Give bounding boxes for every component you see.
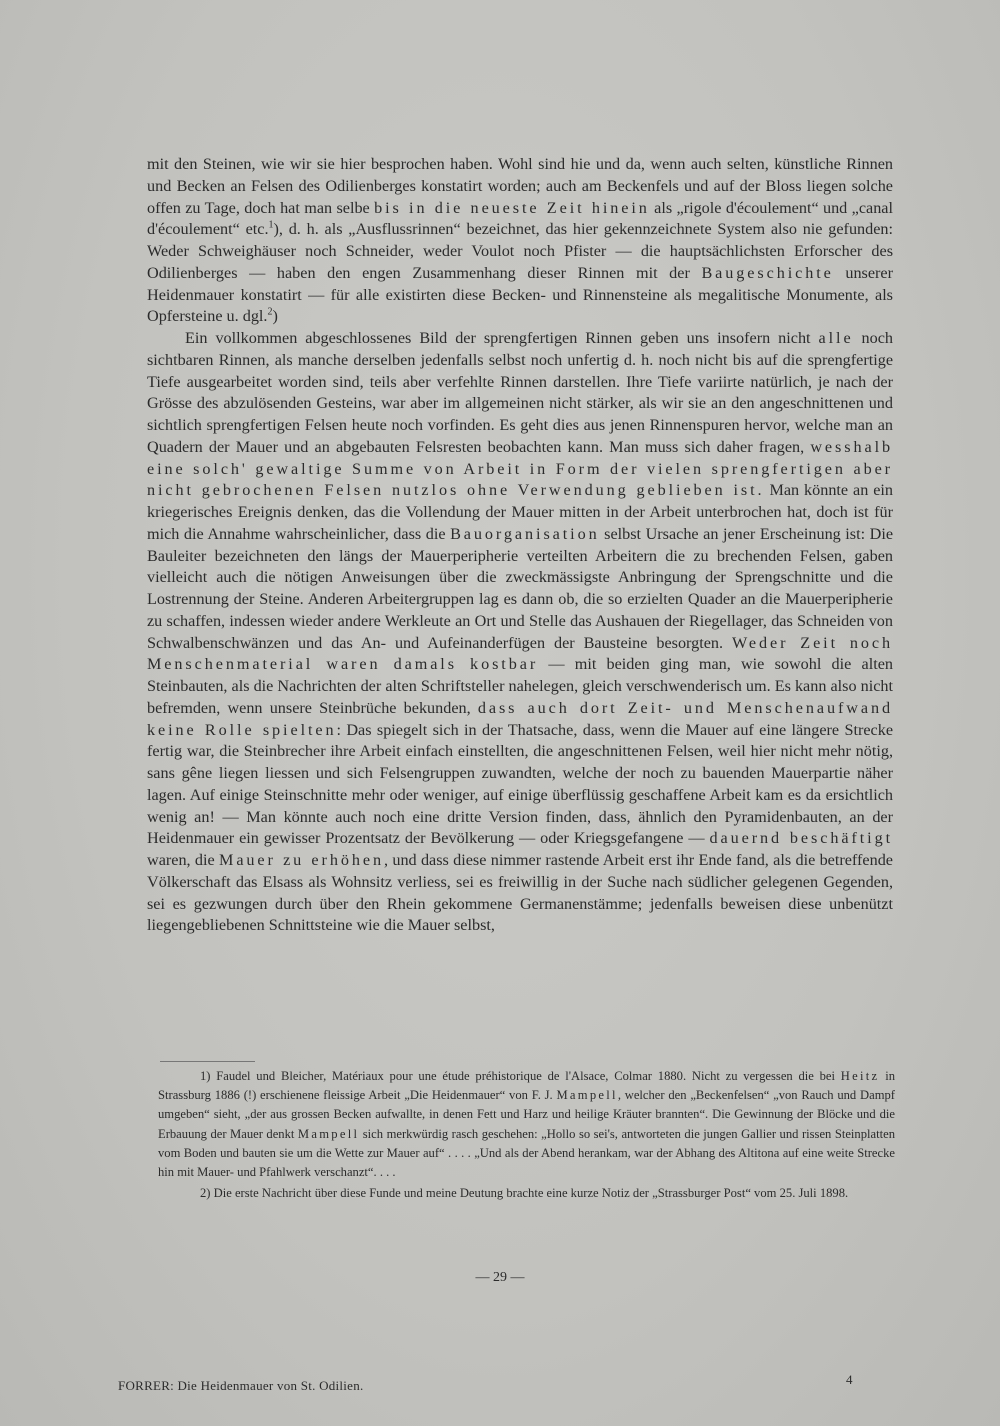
text-run: Man könnte an ein kriegerisches Ereignis denken, das die Vollendung der Mauer mitten in der Arbeit unterbrochen hat, doch ist für mich die Annahme wahrscheinlicher, dass die bbox=[147, 481, 893, 543]
text-run: ) bbox=[272, 307, 278, 326]
page-number: — 29 — bbox=[475, 1270, 525, 1285]
running-footer: FORRER: Die Heidenmauer von St. Odilien. bbox=[118, 1378, 364, 1393]
spaced-emphasis: Weder Zeit noch Menschenmaterial waren damals kostbar bbox=[147, 633, 893, 674]
footnote-ref: 1 bbox=[268, 219, 274, 231]
spaced-emphasis: alle bbox=[818, 329, 854, 347]
text-run: noch sichtbaren Rinnen, als manche derselben jedenfalls selbst noch unfertig d. h. noch nicht bis auf die sprengfertige Tiefe ausgearbeitet worden sind, teils aber verfehlte Rinnen darstellen. Ihre Tiefe variirte natürlich, je nach der Grösse des abzulösenden Gesteins, war aber im allgemeinen nicht stärker, als wir sie an den angeschnittenen und sichtlich sprengfertigen Felsen heute noch vorfinden. Es geht dies aus jenen Rinnenspuren hervor, welche man an Quadern der Mauer und an abgebauten Felsresten beobachten kann. Man muss sich daher fragen, bbox=[147, 329, 893, 456]
footnote-1 bbox=[158, 1067, 895, 1182]
footnote-2: 2) Die erste Nachricht über diese Funde und meine Deutung brachte eine kurze Notiz der „Strassburger Post“ vom 25. Juli 1898. bbox=[200, 1186, 849, 1201]
text-run: als „rigole d'écoulement“ und „canal d'écoulement“ etc. bbox=[147, 198, 893, 239]
text-run: Ein vollkommen abgeschlossenes Bild der sprengfertigen Rinnen geben uns insofern nicht bbox=[185, 329, 819, 347]
text-run: : Das spiegelt sich in der Thatsache, dass, wenn die Mauer auf eine längere Strecke fertig war, die Steinbrecher ihre Arbeit einfach einstellten, die angeschnittenen Felsen, weil hier nicht mehr nötig, sans gêne liegen liessen und sich Felsengruppen zuwandten, welche der noch zu bauenden Mauerpartie näher lagen. Auf einige Steinschnitte mehr oder weniger, auf einige überflüssig geschaffene Arbeit kam es da ersichtlich wenig an! — Man könnte auch noch eine dritte Version finden, dass, ähnlich den Pyramidenbauten, an der Heidenmauer ein gewisser Prozentsatz der Bevölkerung — oder Kriegsgefangene — bbox=[147, 720, 894, 848]
spaced-emphasis: wesshalb eine solch' gewaltige Summe von Arbeit in Form der vielen sprengfertigen aber nicht gebrochenen Felsen nutzlos ohne Verwendung geblieben ist. bbox=[147, 437, 893, 500]
spaced-emphasis: Heitz bbox=[840, 1069, 880, 1083]
text-run: sich merkwürdig rasch geschehen: „Hollo so sei's, antworteten die jungen Gallier und rissen Steinplatten vom Boden und bauten sie um die Wette zur Mauer auf“ . . . . „Und als der Abend herankam, war der Abhang des Altitona auf eine weite Strecke hin mit Mauer- und Pfahlwerk verschanzt“. . . . bbox=[158, 1126, 895, 1180]
spaced-emphasis: dass auch dort Zeit- und Menschenaufwand keine Rolle spielten bbox=[147, 698, 893, 739]
spaced-emphasis: dauernd beschäftigt bbox=[709, 829, 893, 848]
spaced-emphasis: Mampell bbox=[297, 1126, 360, 1141]
paragraph-2 bbox=[147, 328, 893, 937]
text-run: — mit beiden ging man, wie sowohl die alten Steinbauten, als die Nachrichten der alten Schriftsteller nahelegen, gleich verschwenderisch um. Es kann also nicht befremden, wenn unsere Steinbrüche bekunden, bbox=[147, 655, 893, 717]
spaced-emphasis: Mampell bbox=[556, 1088, 618, 1103]
paragraph-1 bbox=[147, 154, 893, 328]
spaced-emphasis: bis in die neueste Zeit hinein bbox=[374, 198, 650, 217]
footnote-ref: 2 bbox=[267, 306, 273, 318]
text-run: ), d. h. als „Ausflussrinnen“ bezeichnet, das hier gekennzeichnete System also nie gefunden: Weder Schweighäuser noch Schneider, weder Voulot noch Pfister — die hauptsächlichsten Erforscher des Odilienberges — haben den engen Zusammenhang dieser Rinnen mit der bbox=[147, 220, 893, 282]
spaced-emphasis: Baugeschichte bbox=[701, 263, 834, 282]
footnotes bbox=[158, 1067, 895, 1203]
text-run: waren, die bbox=[147, 851, 220, 869]
text-run: in Strassburg 1886 (!) erschienene fleissige Arbeit „Die Heidenmauer“ von F. J. bbox=[158, 1069, 895, 1103]
main-text bbox=[147, 154, 893, 937]
spaced-emphasis: Mauer zu erhöhen bbox=[219, 851, 384, 869]
text-run: unserer Heidenmauer konstatirt — für alle existirten diese Becken- und Rinnensteine als megalitische Monumente, als Opfersteine u. dgl. bbox=[147, 263, 894, 326]
footnote-rule bbox=[160, 1061, 255, 1062]
plate-number: 4 bbox=[846, 1372, 853, 1387]
spaced-emphasis: Bauorganisation bbox=[450, 524, 600, 543]
text-run: , und dass diese nimmer rastende Arbeit erst ihr Ende fand, als die betreffende Völkerschaft das Elsass als Wohnsitz verliess, sei es freiwillig in der Suche nach südlicher gelegenen Gegenden, sei es gezwungen durch über den Rhein gekommene Germanenstämme; jedenfalls beweisen diese unbenützt liegengebliebenen Schnittsteine wie die Mauer selbst, bbox=[147, 851, 893, 935]
text-run: mit den Steinen, wie wir sie hier besprochen haben. Wohl sind hie und da, wenn auch selten, künstliche Rinnen und Becken an Felsen des Odilienberges konstatirt worden; auch am Beckenfels und auf der Bloss liegen solche offen zu Tage, doch hat man selbe bbox=[147, 155, 893, 217]
text-run: selbst Ursache an jener Erscheinung ist: Die Bauleiter bezeichneten den längs der Mauerperipherie verteilten Arbeitern die zu brechenden Felsen, gaben vielleicht auch die nötigen Anweisungen über die zweckmässigste Anbringung der Sprengschnitte und die Lostrennung der Steine. Anderen Arbeitergruppen lag es dann ob, die so erzielten Quader an die Mauerperipherie zu schaffen, indessen wieder andere Werkleute an Ort und Stelle das Aushauen der Riegellager, das Schneiden von Schwalbenschwänzen und das An- und Aufeinanderfügen der Bausteine besorgten. bbox=[147, 524, 894, 652]
text-run: 1) Faudel und Bleicher, Matériaux pour une étude préhistorique de l'Alsace, Colmar 1880. Nicht zu vergessen die bei bbox=[200, 1069, 841, 1083]
text-run: , welcher den „Beckenfelsen“ „von Rauch und Dampf umgeben“ sieht, „der aus grossen Becken aufwallte, in denen Fett und Harz und heilige Kräuter brannten“. Die Gewinnung der Blöcke und die Erbauung der Mauer denkt bbox=[158, 1088, 895, 1141]
